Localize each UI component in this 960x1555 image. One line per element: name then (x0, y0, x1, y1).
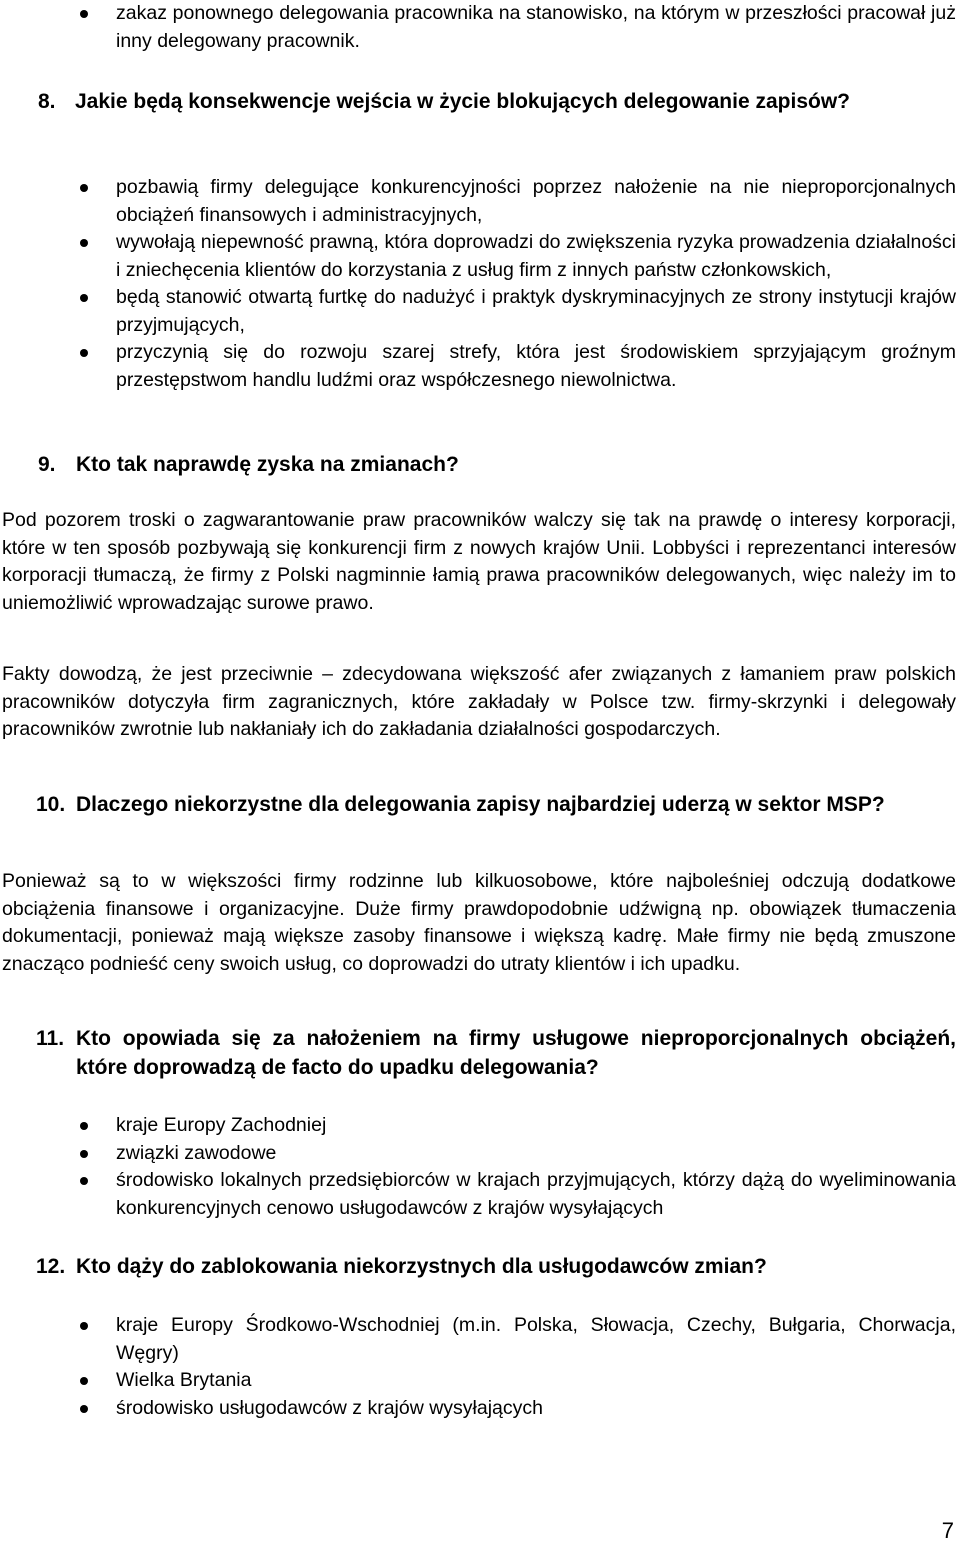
top-bullet-list (0, 0, 958, 55)
section-11-heading (0, 1024, 958, 1082)
section-8-heading (0, 87, 958, 116)
section-9-paragraph-1 (0, 507, 958, 617)
section-title (75, 87, 958, 116)
section-10-paragraph (0, 868, 958, 978)
paragraph: Pod pozorem troski o zagwarantowanie praw pracowników walczy się tak na prawdę o interesy korporacji, które w ten sposób pozbywają się konkurencji firm z nowych krajów Unii. Lobbyści i reprezentanci interesów korporacji tłumaczą, że firmy z Polski nagminnie łamią prawa pracowników delegowanych, więc należy im to uniemożliwić wprowadzając surowe prawo. (2, 509, 956, 614)
list-item: środowisko usługodawców z krajów wysyłających (0, 1395, 958, 1423)
section-title: Kto tak naprawdę zyska na zmianach? (76, 453, 459, 476)
section-title-text: Jakie będą konsekwencje wejścia w życie blokujących delegowanie zapisów? (75, 90, 850, 113)
list-item: pozbawią firmy delegujące konkurencyjności poprzez nałożenie na nie nieproporcjonalnych obciążeń finansowych i administracyjnych, (0, 174, 958, 229)
section-number: 9. (38, 453, 56, 476)
page-number: 7 (941, 1518, 954, 1543)
section-title: Kto dąży do zablokowania niekorzystnych dla usługodawców zmian? (76, 1255, 767, 1278)
section-8-bullet-list (0, 174, 958, 394)
list-item: będą stanowić otwartą furtkę do nadużyć i praktyk dyskryminacyjnych ze strony instytucji krajów przyjmujących, (0, 284, 958, 339)
list-item: kraje Europy Środkowo-Wschodniej (m.in. Polska, Słowacja, Czechy, Bułgaria, Chorwacja, Węgry) (0, 1312, 958, 1367)
section-number: 11. (36, 1027, 65, 1050)
section-title: Kto opowiada się za nałożeniem na firmy usługowe nieproporcjonalnych obciążeń, które doprowadzą de facto do upadku delegowania? (76, 1027, 956, 1079)
section-9-heading (0, 450, 958, 479)
paragraph: Ponieważ są to w większości firmy rodzinne lub kilkuosobowe, które najboleśniej odczują dodatkowe obciążenia finansowe i organizacyjne. Duże firmy prawdopodobnie udźwigną np. obowiązek tłumaczenia dokumentacji, ponieważ mają większe zasoby finansowe i większą kadrę. Małe firmy nie będą zmuszone znacząco podnieść ceny swoich usług, co doprowadzi do utraty klientów i ich upadku. (2, 870, 956, 975)
section-12-bullet-list (0, 1312, 958, 1422)
list-item: zakaz ponownego delegowania pracownika na stanowisko, na którym w przeszłości pracował już inny delegowany pracownik. (0, 0, 958, 55)
list-item: środowisko lokalnych przedsiębiorców w krajach przyjmujących, którzy dążą do wyeliminowania konkurencyjnych cenowo usługodawców z krajów wysyłających (0, 1167, 958, 1222)
list-item: przyczynią się do rozwoju szarej strefy, która jest środowiskiem sprzyjającym groźnym przestępstwom handlu ludźmi oraz współczesnego niewolnictwa. (0, 339, 958, 394)
paragraph: Fakty dowodzą, że jest przeciwnie – zdecydowana większość afer związanych z łamaniem praw polskich pracowników dotyczyła firm zagranicznych, które zakładały w Polsce tzw. firmy-skrzynki i delegowały pracowników zwrotnie lub nakłaniały ich do zakładania działalności gospodarczych. (2, 663, 956, 740)
section-number: 12. (36, 1255, 66, 1278)
section-11-bullet-list (0, 1112, 958, 1222)
section-10-heading (0, 790, 958, 819)
list-item: kraje Europy Zachodniej (0, 1112, 958, 1140)
list-item: wywołają niepewność prawną, która doprowadzi do zwiększenia ryzyka prowadzenia działalności i zniechęcenia klientów do korzystania z usług firm z innych państw członkowskich, (0, 229, 958, 284)
section-title: Dlaczego niekorzystne dla delegowania zapisy najbardziej uderzą w sektor MSP? (76, 793, 885, 816)
section-12-heading (0, 1252, 958, 1281)
section-number: 8. (38, 90, 56, 113)
section-number: 10. (36, 793, 66, 816)
section-9-paragraph-2 (0, 661, 958, 744)
list-item: związki zawodowe (0, 1140, 958, 1168)
list-item: Wielka Brytania (0, 1367, 958, 1395)
